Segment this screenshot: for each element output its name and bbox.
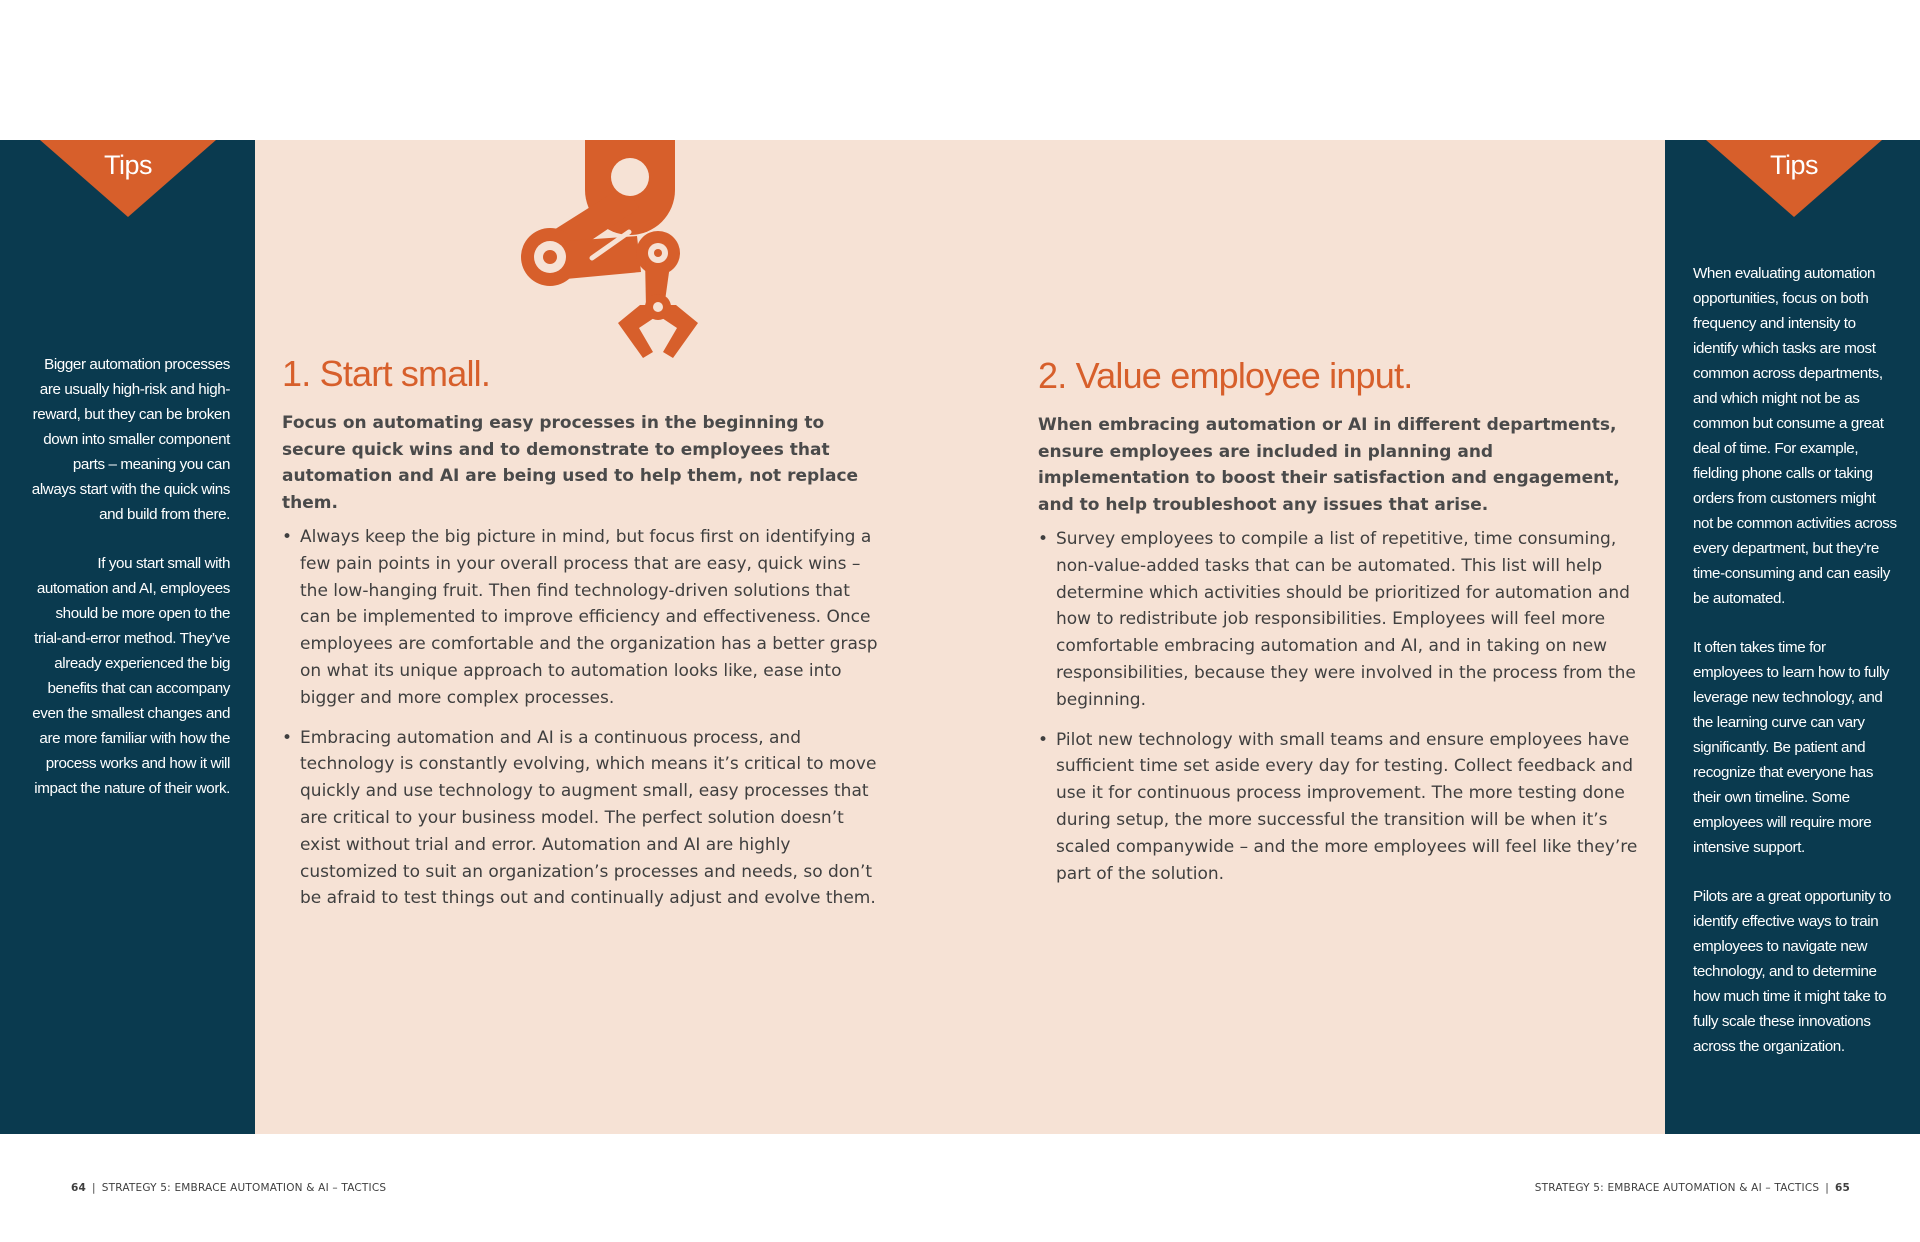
footer-running-title: STRATEGY 5: EMBRACE AUTOMATION & AI – TACTICS — [101, 1182, 387, 1194]
list-item: • Embracing automation and AI is a continuous process, and technology is constantly evolving, which means it’s critical to move quickly and use technology to augment small, easy processes that are critical to your business model. The perfect solution doesn’t exist without trial and error. Automation and AI are highly customized to suit an organization’s processes and needs, so don’t be afraid to test things out and continually adjust and evolve them. — [300, 725, 882, 913]
page-number: 65 — [1834, 1182, 1850, 1194]
tip-paragraph: If you start small with automation and AI, employees should be more open to the trial-and-error method. They’ve already experienced the big benefits that can accompany even the smallest changes and are more familiar with how the process works and how it will impact the nature of their work. — [32, 555, 230, 797]
tip-paragraph: When evaluating automation opportunities, focus on both frequency and intensity to identify which tasks are most common across departments, and which might not be as common but consume a great deal of time. For example, fielding phone calls or taking orders from customers might not be common activities across every department, but they’re time-consuming and can easily be automated. — [1693, 265, 1897, 607]
right-tips-text — [1693, 261, 1898, 1083]
list-item: • Always keep the big picture in mind, but focus first on identifying a few pain points in your overall process that are easy, quick wins – the low-hanging fruit. Then find technology-driven solutions that can be implemented to improve efficiency and effectiveness. Once employees are comfortable and the organization has a better grasp on what its unique approach to automation looks like, ease into bigger and more complex processes. — [300, 524, 882, 712]
section-start-small — [282, 352, 882, 925]
bullet-list — [282, 524, 882, 912]
list-item: • Survey employees to compile a list of repetitive, time consuming, non-value-added tasks that can be automated. This list will help determine which activities should be prioritized for automation and how to redistribute job responsibilities. Employees will feel more comfortable embracing automation and AI, and in taking on new responsibilities, because they were involved in the process from the beginning. — [1056, 526, 1638, 714]
robot-arm-icon — [517, 140, 703, 365]
tips-badge-label: Tips — [103, 150, 152, 180]
footer-left — [71, 1182, 386, 1194]
right-tips-sidebar — [1665, 140, 1920, 1134]
tip-paragraph: Bigger automation processes are usually high-risk and high-reward, but they can be broken down into smaller component parts – meaning you can always start with the quick wins and build from there. — [31, 356, 230, 523]
section-value-employee-input — [1038, 354, 1638, 900]
page-number: 64 — [71, 1182, 87, 1194]
bullet-list — [1038, 526, 1638, 887]
tips-badge-label: Tips — [1769, 150, 1818, 180]
footer-separator: | — [92, 1182, 96, 1194]
left-tips-text — [30, 352, 230, 825]
footer-right — [1535, 1182, 1850, 1194]
section-lead: Focus on automating easy processes in the beginning to secure quick wins and to demonstrate to employees that automation and AI are being used to help them, not replace them. — [282, 413, 859, 513]
footer-separator: | — [1825, 1182, 1829, 1194]
tip-paragraph: Pilots are a great opportunity to identify effective ways to train employees to navigate new technology, and to determine how much time it might take to fully scale these innovations across the organization. — [1693, 888, 1891, 1055]
footer-running-title: STRATEGY 5: EMBRACE AUTOMATION & AI – TACTICS — [1534, 1182, 1820, 1194]
tip-paragraph: It often takes time for employees to learn how to fully leverage new technology, and the learning curve can vary significantly. Be patient and recognize that everyone has their own timeline. Some employees will require more intensive support. — [1693, 639, 1890, 856]
list-item: • Pilot new technology with small teams and ensure employees have sufficient time set aside every day for testing. Collect feedback and use it for continuous process improvement. The more testing done during setup, the more successful the transition will be when it’s scaled companywide – and the more employees will feel like they’re part of the solution. — [1056, 727, 1638, 888]
section-lead: When embracing automation or AI in different departments, ensure employees are included in planning and implementation to boost their satisfaction and engagement, and to help troubleshoot any issues that arise. — [1038, 415, 1620, 515]
section-title: 1. Start small. — [282, 353, 491, 394]
section-title: 2. Value employee input. — [1038, 355, 1413, 396]
left-tips-sidebar — [0, 140, 255, 1134]
